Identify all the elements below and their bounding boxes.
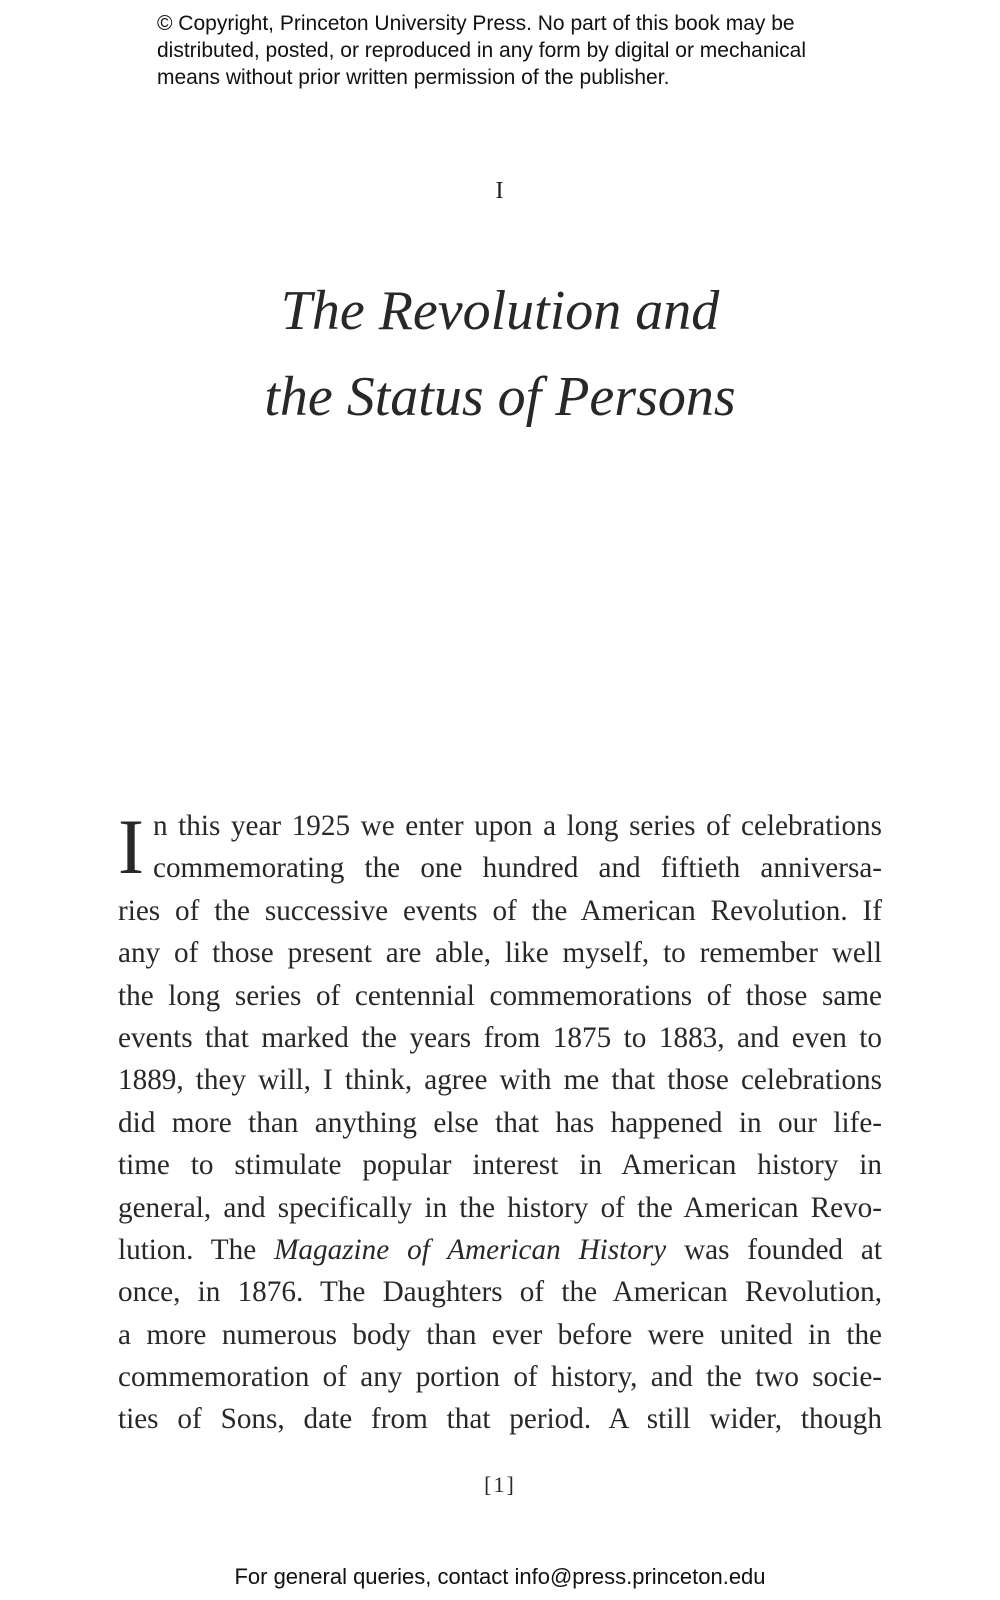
text-line: n this year 1925 we enter upon a long series of celebrations [153, 810, 882, 842]
copyright-line: means without prior written permission of the publisher. [157, 66, 670, 89]
text-line: 1889, they will, I think, agree with me that those celebrations [118, 1064, 882, 1097]
chapter-title [0, 268, 1000, 440]
footer-contact: For general queries, contact info@press.princeton.edu [234, 1564, 766, 1589]
text-line: ries of the successive events of the American Revolution. If [118, 894, 882, 927]
body-paragraph [118, 805, 882, 1441]
text-line: commemoration of any portion of history, and the two socie- [118, 1361, 882, 1394]
text-segment: was founded at [666, 1233, 882, 1266]
text-segment: lution. The [118, 1233, 275, 1266]
text-line: did more than anything else that has happened in our life- [118, 1106, 882, 1139]
text-line: ties of Sons, date from that period. A still wider, though [118, 1403, 882, 1436]
text-line: commemorating the one hundred and fiftieth anniversa- [153, 852, 882, 885]
chapter-title-line: the Status of Persons [264, 366, 736, 428]
text-line: general, and specifically in the history of the American Revo- [118, 1191, 882, 1224]
text-line: time to stimulate popular interest in American history in [118, 1149, 882, 1182]
drop-cap: I [118, 803, 144, 890]
text-line: events that marked the years from 1875 to 1883, and even to [118, 1021, 882, 1054]
text-line: a more numerous body than ever before were united in the [118, 1318, 882, 1351]
text-line: the long series of centennial commemorations of those same [118, 979, 882, 1012]
page-number: [1] [484, 1472, 516, 1497]
copyright-line: distributed, posted, or reproduced in any form by digital or mechanical [157, 39, 807, 62]
copyright-notice [157, 10, 877, 91]
text-line: any of those present are able, like myself, to remember well [118, 937, 882, 970]
text-line: once, in 1876. The Daughters of the American Revolution, [118, 1276, 882, 1309]
copyright-line: © Copyright, Princeton University Press. No part of this book may be [157, 12, 795, 35]
chapter-number: I [495, 178, 505, 204]
journal-title: Magazine of American History [274, 1233, 667, 1266]
text-line [118, 1229, 882, 1271]
chapter-title-line: The Revolution and [280, 280, 720, 342]
